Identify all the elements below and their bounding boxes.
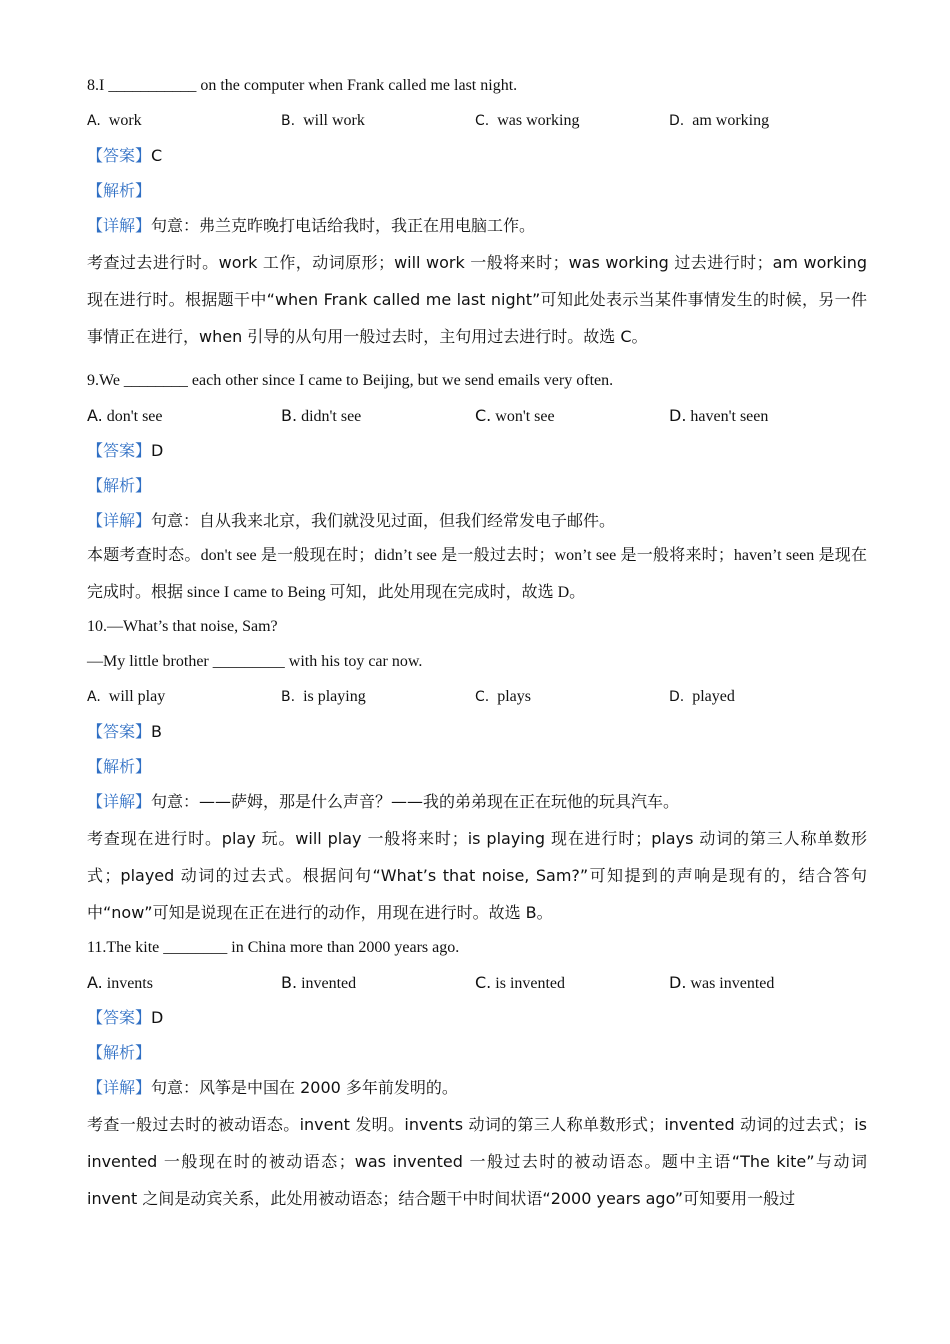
q11-option-a-letter: A. xyxy=(87,973,103,992)
q10-option-d-text: played xyxy=(692,688,735,705)
q11-option-c-text: is invented xyxy=(495,975,566,992)
q11-option-b-text: invented xyxy=(301,975,357,992)
q8-explanation: 考查过去进行时。work 工作，动词原形；will work 一般将来时；was working 过去进行时；am working 现在进行时。根据题干中“when Frank called me last night”可知此处表示当某件事情发生的时候，另一件事情正在进行，when 引导的从句用一般过去时，主句用过去进行时。故选 C。 xyxy=(87,253,867,346)
q8-detail-text: 句意：弗兰克昨晚打电话给我时，我正在用电脑工作。 xyxy=(151,216,536,235)
question-9-stem: 9.We ________ each other since I came to Beijing, but we send emails very often. xyxy=(87,372,614,389)
q11-option-d-text: was invented xyxy=(690,975,775,992)
q8-answer-tag: 【答案】 xyxy=(87,146,152,165)
q9-option-c-text: won't see xyxy=(495,408,555,425)
q9-detail-text: 句意：自从我来北京，我们就没见过面，但我们经常发电子邮件。 xyxy=(151,511,616,530)
q8-option-d-text: am working xyxy=(692,112,770,129)
q10-option-a xyxy=(87,687,165,707)
q9-answer-tag: 【答案】 xyxy=(87,441,152,460)
q10-answer-tag: 【答案】 xyxy=(87,722,152,741)
q10-option-d xyxy=(669,687,735,707)
q8-answer xyxy=(87,146,162,166)
q11-option-b xyxy=(281,973,356,994)
q9-option-b xyxy=(281,406,361,427)
q10-option-c-text: plays xyxy=(497,688,532,705)
q8-option-d xyxy=(669,111,769,131)
q8-detail-tag: 【详解】 xyxy=(87,216,152,235)
q8-option-a-letter: A. xyxy=(87,113,101,129)
q11-option-c-letter: C. xyxy=(475,973,492,992)
question-11-stem: 11.The kite ________ in China more than 2000 years ago. xyxy=(87,939,460,956)
q11-option-a-text: invents xyxy=(106,975,153,992)
q9-detail-tag: 【详解】 xyxy=(87,511,152,530)
q10-option-b-text: is playing xyxy=(303,688,366,705)
q9-option-b-letter: B. xyxy=(281,406,298,425)
q9-option-d-letter: D. xyxy=(669,406,687,425)
question-10-stem-line1: 10.—What’s that noise, Sam? xyxy=(87,618,278,635)
q9-detail xyxy=(87,511,615,531)
q9-answer-value: D xyxy=(151,441,164,460)
q9-option-d-text: haven't seen xyxy=(690,408,769,425)
q11-option-d-letter: D. xyxy=(669,973,687,992)
q11-detail-text: 句意：风筝是中国在 2000 多年前发明的。 xyxy=(151,1078,458,1097)
q10-option-d-letter: D. xyxy=(669,689,685,705)
q11-option-d xyxy=(669,973,774,994)
q9-option-c-letter: C. xyxy=(475,406,492,425)
q11-option-b-letter: B. xyxy=(281,973,298,992)
q9-option-a-text: don't see xyxy=(106,408,163,425)
q8-option-c xyxy=(475,111,579,131)
q10-detail xyxy=(87,792,679,812)
q10-answer-value: B xyxy=(151,722,162,741)
question-10-stem-line2: —My little brother _________ with his toy car now. xyxy=(87,653,423,670)
q9-option-d xyxy=(669,406,768,427)
q10-detail-tag: 【详解】 xyxy=(87,792,152,811)
q10-option-a-text: will play xyxy=(108,688,166,705)
q8-answer-value: C xyxy=(151,146,163,165)
q10-analysis-tag: 【解析】 xyxy=(87,757,152,776)
q11-option-c xyxy=(475,973,565,994)
q9-explanation: 本题考查时态。don't see 是一般现在时；didn’t see 是一般过去时；won’t see 是一般将来时；haven’t seen 是现在完成时。根据 since I came to Being 可知，此处用现在完成时，故选 D。 xyxy=(87,547,867,601)
q8-detail xyxy=(87,216,535,236)
q9-option-a xyxy=(87,406,163,427)
q10-option-c xyxy=(475,687,531,707)
q8-option-d-letter: D. xyxy=(669,113,685,129)
q10-option-c-letter: C. xyxy=(475,689,490,705)
q11-explanation: 考查一般过去时的被动语态。invent 发明。invents 动词的第三人称单数形式；invented 动词的过去式；is invented 一般现在时的被动语态；was invented 一般过去时的被动语态。题中主语“The kite”与动词 invent 之间是动宾关系，此处用被动语态；结合题干中时间状语“2000 years ago”可知要用一般过 xyxy=(87,1115,867,1208)
q8-option-b xyxy=(281,111,365,131)
question-8-stem: 8.I ___________ on the computer when Frank called me last night. xyxy=(87,77,518,94)
q11-answer xyxy=(87,1008,163,1028)
q10-option-b-letter: B. xyxy=(281,689,296,705)
q9-option-a-letter: A. xyxy=(87,406,103,425)
q9-analysis-tag: 【解析】 xyxy=(87,476,152,495)
q11-analysis-tag: 【解析】 xyxy=(87,1043,152,1062)
q8-analysis-tag: 【解析】 xyxy=(87,181,152,200)
q8-option-c-letter: C. xyxy=(475,113,490,129)
q11-option-a xyxy=(87,973,153,994)
q8-option-c-text: was working xyxy=(497,112,580,129)
q8-option-a xyxy=(87,111,142,131)
q8-option-b-text: will work xyxy=(303,112,365,129)
q10-option-b xyxy=(281,687,366,707)
q8-option-b-letter: B. xyxy=(281,113,296,129)
q10-explanation: 考查现在进行时。play 玩。will play 一般将来时；is playing 现在进行时；plays 动词的第三人称单数形式；played 动词的过去式。根据问句“What’s that noise, Sam?”可知提到的声响是现有的，结合答句中“now”可知是说现在正在进行的动作，用现在进行时。故选 B。 xyxy=(87,829,867,922)
q10-answer xyxy=(87,722,162,742)
q11-answer-tag: 【答案】 xyxy=(87,1008,152,1027)
q10-option-a-letter: A. xyxy=(87,689,101,705)
q9-option-b-text: didn't see xyxy=(301,408,362,425)
q11-detail xyxy=(87,1078,458,1098)
q11-answer-value: D xyxy=(151,1008,164,1027)
q10-detail-text: 句意：——萨姆，那是什么声音？——我的弟弟现在正在玩他的玩具汽车。 xyxy=(151,792,680,811)
q9-option-c xyxy=(475,406,555,427)
q9-answer xyxy=(87,441,163,461)
q11-detail-tag: 【详解】 xyxy=(87,1078,152,1097)
q8-option-a-text: work xyxy=(108,112,142,129)
